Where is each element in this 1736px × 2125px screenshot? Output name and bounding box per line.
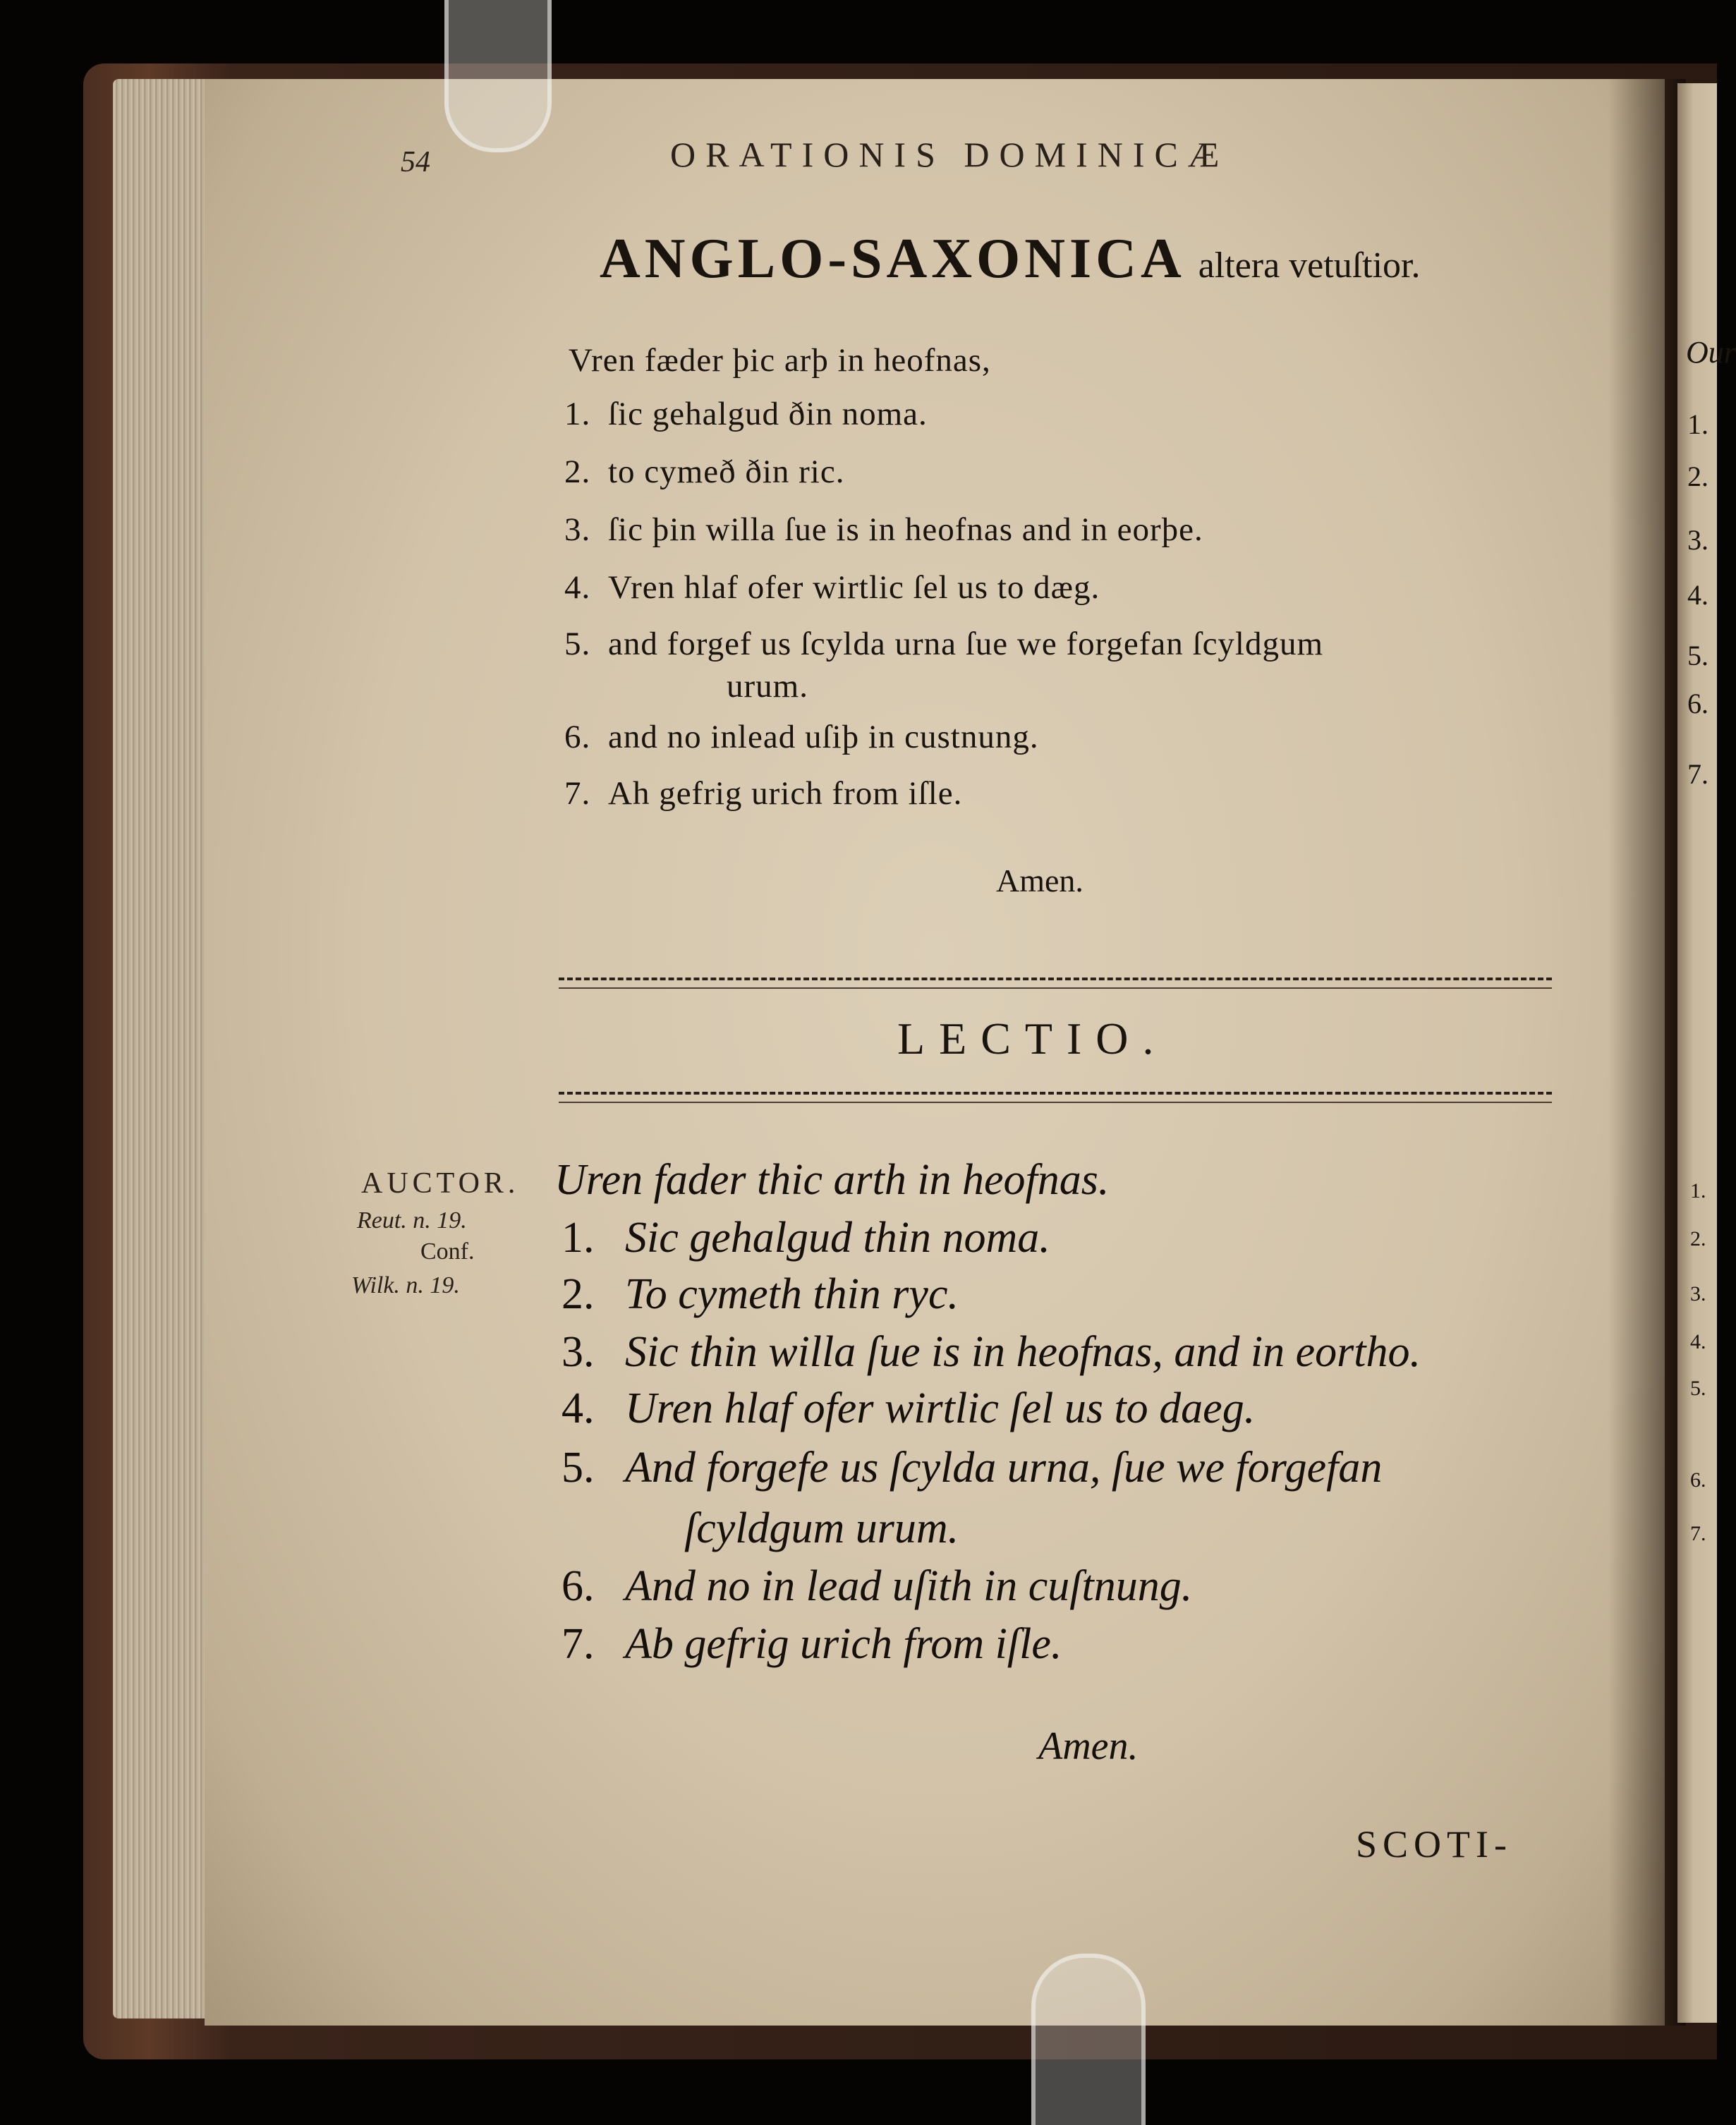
lectio-line: [684, 1504, 959, 1554]
right-page-number: 2.: [1687, 461, 1708, 492]
rule-upper-thin: [559, 987, 1552, 989]
title-main: ANGLO-SAXONICA: [600, 228, 1186, 290]
as-line-text: and no inlead uſiþ in custnung.: [608, 719, 1039, 755]
catchword: SCOTI-: [1356, 1823, 1512, 1865]
right-page-number: 6.: [1687, 688, 1708, 719]
right-page-number: 3.: [1687, 524, 1708, 556]
bottom-clip: [1031, 1954, 1146, 2125]
right-page-number: 7.: [1690, 1522, 1706, 1545]
as-line-text: Vren hlaf ofer wirtlic ſel us to dæg.: [608, 569, 1100, 606]
lectio-line-text: Uren hlaf ofer wirtlic ſel us to daeg.: [625, 1384, 1256, 1432]
rule-upper: [559, 978, 1552, 980]
lectio-line-number: 2.: [562, 1270, 595, 1318]
as-line-number: 2.: [564, 453, 591, 490]
lectio-line: [562, 1561, 1192, 1612]
lectio-line-text: And forgefe us ſcylda urna, ſue we forgefan: [625, 1444, 1383, 1492]
as-line: [564, 568, 1100, 607]
lectio-opening: Uren fader thic arth in heofnas.: [554, 1156, 1110, 1204]
lectio-line-text: Sic gehalgud thin noma.: [625, 1214, 1050, 1262]
top-clip: [444, 0, 552, 152]
margin-reut: Reut. n. 19.: [357, 1207, 467, 1234]
right-page: [1677, 83, 1717, 2023]
lectio-amen: Amen.: [1038, 1724, 1139, 1768]
as-line-text: urum.: [727, 668, 808, 705]
right-page-top-word: Our: [1686, 335, 1736, 370]
lectio-line-number: 5.: [562, 1444, 595, 1492]
as-line-text: to cymeð ðin ric.: [608, 453, 845, 490]
right-page-number: 4.: [1690, 1330, 1706, 1353]
as-line: [564, 395, 928, 433]
gutter-shadow: [1608, 79, 1686, 2026]
rule-lower-thin: [559, 1102, 1552, 1103]
margin-conf: Conf.: [420, 1238, 475, 1265]
lectio-line-number: 3.: [562, 1328, 595, 1376]
right-page-number: 7.: [1687, 758, 1708, 790]
page-edges: [113, 79, 219, 2019]
lectio-line-number: 7.: [562, 1620, 595, 1668]
lectio-line-text: Sic thin willa ſue is in heofnas, and in eortho.: [625, 1328, 1421, 1376]
lectio-line: [562, 1384, 1255, 1434]
lectio-line-text: And no in lead uſith in cuſtnung.: [625, 1562, 1193, 1610]
as-line-number: 7.: [564, 775, 591, 812]
right-page-number: 4.: [1687, 579, 1708, 611]
lectio-line-text: To cymeth thin ryc.: [625, 1270, 959, 1318]
as-line: [564, 625, 1323, 663]
as-line: [564, 774, 962, 812]
lectio-line-number: 6.: [562, 1562, 595, 1610]
right-page-number: 3.: [1690, 1282, 1706, 1305]
as-line-number: 6.: [564, 719, 591, 755]
lectio-line-text: ſcyldgum urum.: [684, 1504, 959, 1552]
right-page-number: 2.: [1690, 1227, 1706, 1250]
as-line-text: and forgef us ſcylda urna ſue we forgefan ſcyldgum: [608, 626, 1324, 662]
right-page-number: 6.: [1690, 1468, 1706, 1492]
as-line-number: 5.: [564, 626, 591, 662]
lectio-line-text: Ab gefrig urich from iſle.: [625, 1620, 1062, 1668]
right-page-number: 5.: [1690, 1377, 1706, 1400]
margin-wilk: Wilk. n. 19.: [351, 1272, 460, 1298]
right-page-number: 1.: [1687, 408, 1708, 440]
as-line-text: Ah gefrig urich from iſle.: [608, 775, 963, 812]
as-line-number: 3.: [564, 511, 591, 548]
page-title: [600, 227, 1421, 291]
as-amen: Amen.: [996, 863, 1084, 899]
title-sub: altera vetuſtior.: [1198, 245, 1421, 286]
as-line: [564, 453, 844, 491]
lectio-line-number: 1.: [562, 1214, 595, 1262]
as-line-number: 1.: [564, 396, 591, 432]
rule-lower: [559, 1092, 1552, 1095]
lectio-line: [562, 1443, 1382, 1493]
running-head: ORATIONIS DOMINICÆ: [670, 135, 1230, 174]
as-opening: Vren fæder þic arþ in heofnas,: [569, 342, 991, 379]
right-page-number: 5.: [1687, 640, 1708, 671]
page-number: 54: [401, 146, 430, 178]
lectio-line-number: 4.: [562, 1384, 595, 1432]
right-page-number: 1.: [1690, 1179, 1706, 1202]
as-line: [564, 511, 1203, 549]
lectio-heading: LECTIO.: [897, 1013, 1168, 1064]
as-line-text: ſic þin willa ſue is in heofnas and in eorþe.: [608, 511, 1203, 548]
as-line: [564, 718, 1039, 756]
as-line-number: 4.: [564, 569, 591, 606]
lectio-line: [562, 1213, 1050, 1263]
as-line: [727, 667, 808, 705]
lectio-line: [562, 1269, 959, 1320]
as-line-text: ſic gehalgud ðin noma.: [608, 396, 928, 432]
lectio-line: [562, 1327, 1421, 1377]
margin-auctor: AUCTOR.: [361, 1167, 520, 1200]
lectio-line: [562, 1619, 1062, 1669]
